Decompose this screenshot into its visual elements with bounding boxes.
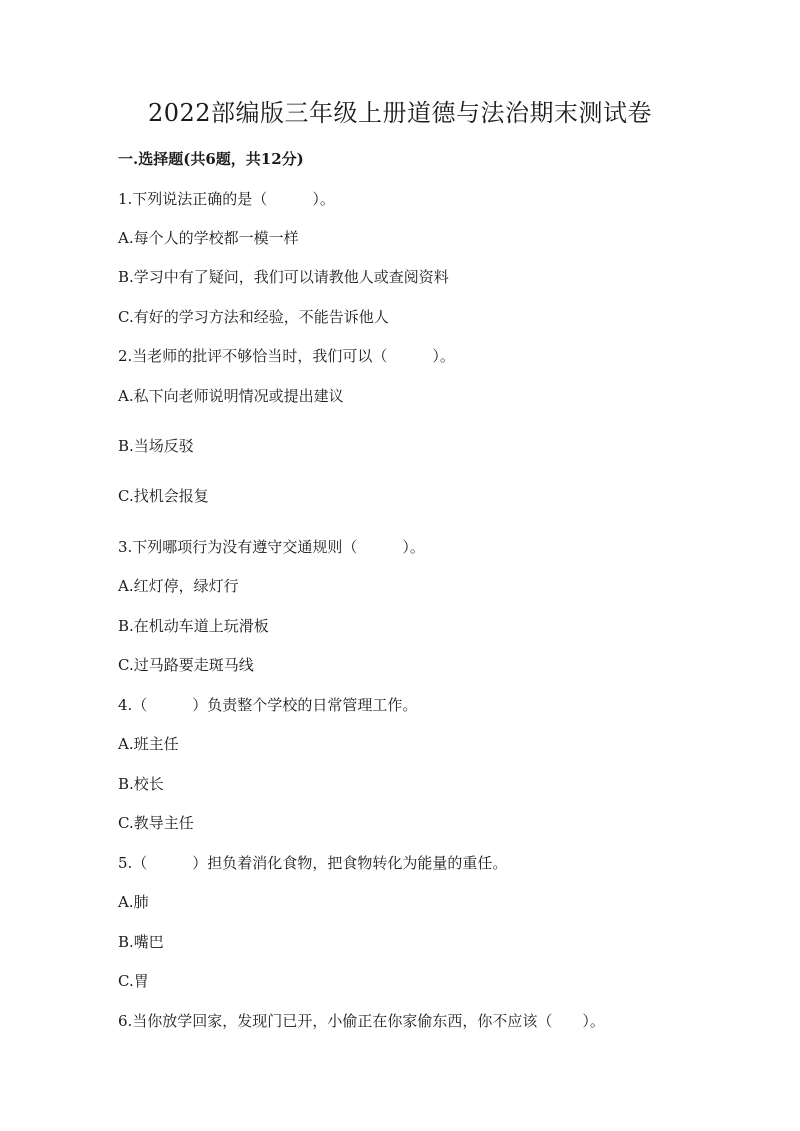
question-stem: 5.（ ）担负着消化食物，把食物转化为能量的重任。 — [118, 854, 508, 872]
question-stem: 3.下列哪项行为没有遵守交通规则（ ）。 — [118, 538, 425, 556]
option-item: A.私下向老师说明情况或提出建议 — [118, 387, 344, 405]
option-item: C.教导主任 — [118, 814, 194, 832]
option-item: B.学习中有了疑问，我们可以请教他人或查阅资料 — [118, 268, 449, 286]
option-item: C.找机会报复 — [118, 487, 209, 505]
option-item: A.肺 — [118, 893, 149, 911]
option-item: B.校长 — [118, 775, 164, 793]
option-item: A.红灯停，绿灯行 — [118, 577, 239, 595]
option-item: B.当场反驳 — [118, 437, 194, 455]
option-item: C.胃 — [118, 972, 149, 990]
question-stem: 1.下列说法正确的是（ ）。 — [118, 190, 335, 208]
option-item: B.在机动车道上玩滑板 — [118, 617, 269, 635]
option-item: A.每个人的学校都一模一样 — [118, 229, 299, 247]
option-item: C.过马路要走斑马线 — [118, 656, 254, 674]
option-item: C.有好的学习方法和经验，不能告诉他人 — [118, 308, 389, 326]
option-item: A.班主任 — [118, 735, 179, 753]
question-stem: 6.当你放学回家，发现门已开，小偷正在你家偷东西，你不应该（ ）。 — [118, 1012, 605, 1030]
option-item: B.嘴巴 — [118, 933, 164, 951]
question-stem: 2.当老师的批评不够恰当时，我们可以（ ）。 — [118, 347, 455, 365]
section-heading: 一.选择题(共6题，共12分) — [118, 150, 304, 168]
question-stem: 4.（ ）负责整个学校的日常管理工作。 — [118, 696, 418, 714]
page-title: 2022部编版三年级上册道德与法治期末测试卷 — [147, 99, 653, 127]
